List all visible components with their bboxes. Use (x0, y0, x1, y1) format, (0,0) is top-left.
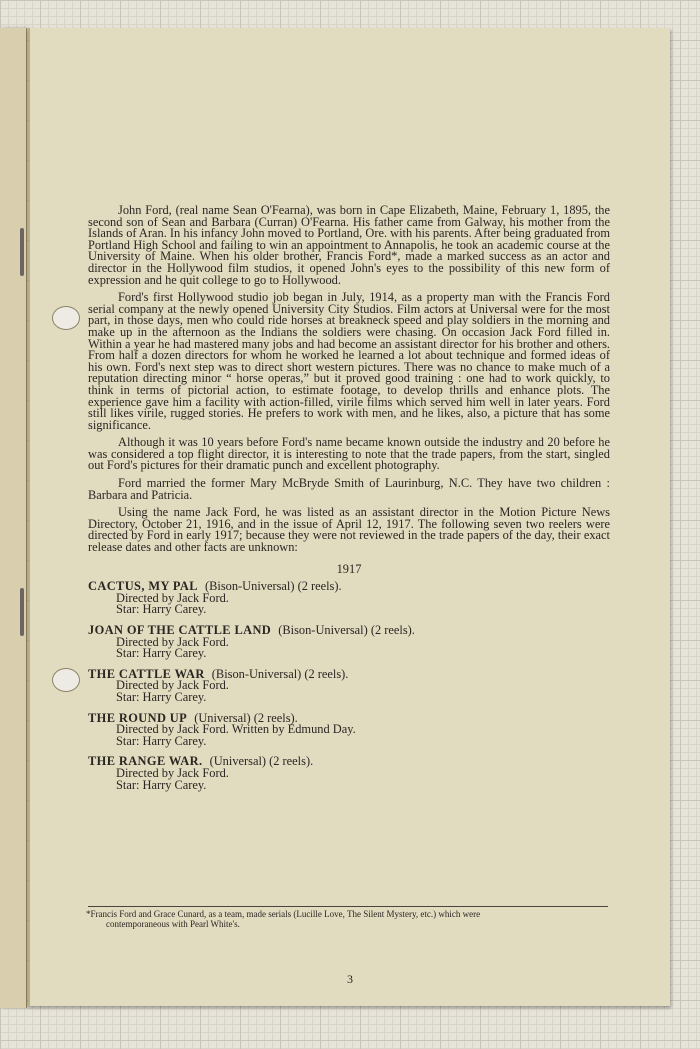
film-entry (88, 756, 610, 791)
film-meta: (Bison-Universal) (2 reels). (211, 666, 349, 681)
year-heading: 1917 (336, 561, 362, 576)
film-star: Star: Harry Carey. (116, 777, 207, 792)
paragraph: Although it was 10 years before Ford's name became known outside the industry and 20 before he was considered a top flight director, it is interesting to note that the trade papers, from the start, singled out Ford's pictures for their dramatic punch and excellent photography. (88, 435, 610, 473)
film-meta: (Bison-Universal) (2 reels). (205, 579, 342, 594)
page-number: 3 (347, 972, 353, 986)
film-star: Star: Harry Carey. (116, 646, 207, 661)
staple (20, 228, 24, 276)
film-star: Star: Harry Carey. (116, 602, 207, 617)
film-title: THE RANGE WAR. (88, 754, 203, 769)
punch-hole (52, 306, 80, 330)
film-entry (88, 666, 610, 704)
film-title: THE ROUND UP (88, 710, 188, 725)
punch-hole (52, 668, 80, 692)
paragraph: Ford's first Hollywood studio job began in July, 1914, as a property man with the Francis Ford serial company at the newly opened University City Studios. Film actors at Universal were for the most part, in those days, men who could ride horses at breakneck speed and play soldiers in the morning and make up in the afternoon as the Indians the soldiers were chasing. On occasion Jack Ford filled in. Within a year he had mastered many jobs and had become an assistant director for his brother and others. From half a dozen directors for whom he worked he learned a lot about technique and formed ideas of his own. Ford's next step was to direct short western pictures. There was no chance to make much of a reputation directing minor “ horse operas,” but it proved good training : one had to work quickly, to think in terms of pictorial action, to estimate footage, to develop thrills and enhance plots. The experience gave him a facility with action-filled, virile films which served him well in later years. Ford still likes virile, rugged stories. He prefers to work with men, and he likes, also, a picture that has some significance. (88, 290, 610, 432)
footnote-line: contemporaneous with Pearl White's. (106, 918, 240, 929)
film-title: CACTUS, MY PAL (88, 579, 198, 594)
body-text (88, 205, 610, 800)
film-director: Directed by Jack Ford. (116, 590, 229, 605)
film-star: Star: Harry Carey. (116, 733, 207, 748)
film-director: Directed by Jack Ford. (116, 765, 229, 780)
paragraph: Using the name Jack Ford, he was listed as an assistant director in the Motion Picture News Directory, October 21, 1916, and in the issue of April 12, 1917. The following seven two reelers were directed by Ford in early 1917; because they were not reviewed in the trade papers of the day, their exact release dates and other facts are unknown: (88, 505, 610, 555)
footnote-line: *Francis Ford and Grace Cunard, as a team, made serials (Lucille Love, The Silent Mystery, etc.) which were (86, 909, 481, 919)
film-meta: (Universal) (2 reels). (209, 754, 314, 769)
footnote (86, 910, 606, 929)
film-meta: (Universal) (2 reels). (194, 710, 298, 725)
film-entry (88, 581, 610, 616)
film-title: JOAN OF THE CATTLE LAND (88, 623, 272, 637)
film-entry (88, 625, 610, 660)
footnote-rule (88, 906, 608, 907)
film-director: Directed by Jack Ford. (116, 634, 229, 649)
film-title: THE CATTLE WAR (88, 666, 205, 681)
film-director: Directed by Jack Ford. Written by Edmund Day. (116, 722, 356, 737)
staple (20, 588, 24, 636)
film-meta: (Bison-Universal) (2 reels). (278, 623, 415, 637)
film-star: Star: Harry Carey. (116, 689, 207, 704)
previous-page-edge (0, 28, 27, 1008)
film-director: Directed by Jack Ford. (116, 678, 229, 693)
paragraph: Ford married the former Mary McBryde Smith of Laurinburg, N.C. They have two children : Barbara and Patricia. (88, 476, 610, 502)
paragraph: John Ford, (real name Sean O'Fearna), was born in Cape Elizabeth, Maine, February 1, 1895, the second son of Sean and Barbara (Curran) O'Fearna. His father came from Galway, his mother from the Islands of Aran. In his infancy John moved to Portland, Ore. with his parents. After being graduated from Portland High School and failing to win an appointment to Annapolis, he took an academic course at the University of Maine. When his older brother, Francis Ford*, made a marked success as an actor and director in the Hollywood film studios, it opened John's eyes to the possibility of this new form of expression and he quit college to go to Hollywood. (88, 203, 611, 287)
film-entry (88, 710, 610, 748)
